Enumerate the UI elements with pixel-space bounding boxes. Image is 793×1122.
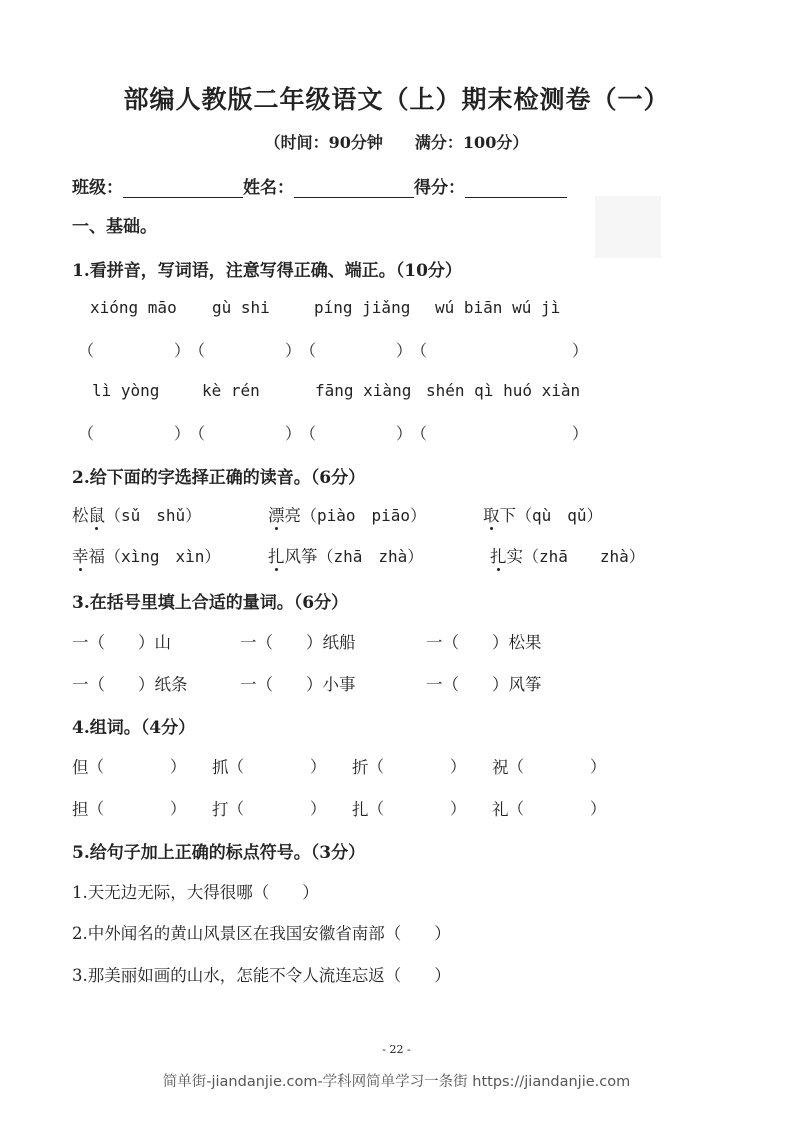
word-char: 打 — [212, 800, 229, 819]
dotted-char: 漂 — [268, 506, 285, 525]
answer-paren-open: （ — [228, 757, 245, 776]
section-one-heading: 一、基础。 — [72, 217, 157, 237]
answer-paren-close: ） — [572, 341, 589, 360]
q4-heading: 4.组词。（4分） — [72, 718, 196, 738]
answer-paren-close: ） — [285, 424, 302, 443]
answer-paren-close: ） — [174, 341, 191, 360]
answer-paren-open: （ — [88, 799, 105, 818]
word-char: 祝 — [492, 758, 509, 777]
answer-paren-close: ） — [310, 799, 327, 818]
punctuation-sentence[interactable]: 1.天无边无际，大得很哪（ ） — [72, 883, 319, 902]
pronunciation-item: 扎风筝（zhā zhà） — [268, 547, 424, 566]
answer-paren-close: ） — [572, 424, 589, 443]
page-title: 部编人教版二年级语文（上）期末检测卷（一） — [123, 85, 670, 114]
answer-paren-close: ） — [285, 341, 302, 360]
q3-heading: 3.在括号里填上合适的量词。（6分） — [72, 593, 349, 613]
answer-paren-close: ） — [170, 757, 187, 776]
answer-paren-close: ） — [310, 757, 327, 776]
answer-paren-open: （ — [228, 799, 245, 818]
pronunciation-item: 幸福（xìng xìn） — [72, 547, 221, 566]
answer-paren-open: （ — [368, 757, 385, 776]
measure-word-item[interactable]: 一（ ）纸船 — [240, 633, 356, 652]
answer-paren-open: （ — [411, 424, 428, 443]
pronunciation-item: 扎实（zhā zhà） — [490, 547, 645, 566]
answer-paren-open: （ — [78, 424, 95, 443]
answer-paren-open: （ — [78, 341, 95, 360]
answer-paren-close: ） — [174, 424, 191, 443]
pinyin-6: kè rén — [202, 381, 260, 400]
answer-paren-open: （ — [189, 341, 206, 360]
q5-heading: 5.给句子加上正确的标点符号。（3分） — [72, 843, 366, 863]
answer-paren-close: ） — [396, 341, 413, 360]
answer-paren-open: （ — [300, 424, 317, 443]
class-blank[interactable] — [123, 179, 243, 198]
answer-paren-close: ） — [396, 424, 413, 443]
pronunciation-item: 漂亮（piào piāo） — [268, 506, 427, 525]
footer-watermark: 简单街-jiandanjie.com-学科网简单学习一条街 https://jiandanjie.com — [162, 1074, 631, 1090]
pinyin-8: shén qì huó xiàn — [426, 381, 581, 400]
answer-paren-open: （ — [508, 757, 525, 776]
pinyin-1: xióng māo — [90, 298, 177, 317]
pronunciation-options[interactable]: （qù qǔ） — [516, 506, 603, 525]
answer-paren-open: （ — [508, 799, 525, 818]
dotted-char: 幸 — [72, 547, 89, 566]
word-char: 但 — [72, 758, 89, 777]
pronunciation-item: 松鼠（sǔ shǔ） — [72, 506, 202, 525]
pronunciation-options[interactable]: （zhā zhà） — [523, 547, 645, 566]
pronunciation-options[interactable]: （piào piāo） — [301, 506, 427, 525]
word-char: 抓 — [212, 758, 229, 777]
name-label: 姓名： — [243, 178, 294, 198]
answer-paren-close: ） — [450, 799, 467, 818]
measure-word-item[interactable]: 一（ ）风筝 — [426, 675, 542, 694]
pinyin-2: gù shi — [212, 298, 270, 317]
pronunciation-options[interactable]: （zhā zhà） — [317, 547, 424, 566]
page-number: - 22 - — [382, 1043, 411, 1056]
punctuation-sentence[interactable]: 3.那美丽如画的山水，怎能不令人流连忘返（ ） — [72, 966, 451, 985]
answer-paren-close: ） — [450, 757, 467, 776]
dotted-char: 取 — [483, 506, 500, 525]
answer-paren-close: ） — [590, 757, 607, 776]
answer-paren-close: ） — [170, 799, 187, 818]
pinyin-4: wú biān wú jì — [435, 298, 561, 317]
dotted-char: 扎 — [490, 547, 507, 566]
name-blank[interactable] — [294, 179, 414, 198]
measure-word-item[interactable]: 一（ ）小事 — [240, 675, 356, 694]
q1-heading: 1.看拼音，写词语，注意写得正确、端正。（10分） — [72, 261, 462, 281]
word-char: 礼 — [492, 800, 509, 819]
q2-heading: 2.给下面的字选择正确的读音。（6分） — [72, 468, 366, 488]
word-char: 折 — [352, 758, 369, 777]
answer-paren-open: （ — [411, 341, 428, 360]
score-label: 得分： — [414, 178, 465, 198]
word-char: 担 — [72, 800, 89, 819]
pronunciation-options[interactable]: （sǔ shǔ） — [105, 506, 202, 525]
answer-paren-open: （ — [300, 341, 317, 360]
word-char: 扎 — [352, 800, 369, 819]
answer-paren-open: （ — [368, 799, 385, 818]
dotted-char: 扎 — [268, 547, 285, 566]
measure-word-item[interactable]: 一（ ）山 — [72, 633, 171, 652]
dotted-char: 鼠 — [88, 506, 105, 525]
measure-word-item[interactable]: 一（ ）纸条 — [72, 675, 188, 694]
student-info-row — [72, 173, 567, 198]
answer-paren-open: （ — [189, 424, 206, 443]
answer-paren-open: （ — [88, 757, 105, 776]
pinyin-7: fāng xiàng — [315, 381, 412, 400]
class-label: 班级： — [72, 178, 123, 198]
answer-paren-close: ） — [590, 799, 607, 818]
exam-subtitle: （时间：90分钟 满分：100分） — [264, 133, 529, 152]
score-blank[interactable] — [465, 179, 567, 198]
pronunciation-item: 取下（qù qǔ） — [483, 506, 603, 525]
measure-word-item[interactable]: 一（ ）松果 — [426, 633, 542, 652]
pinyin-5: lì yòng — [92, 381, 160, 400]
scan-shade — [595, 196, 661, 258]
punctuation-sentence[interactable]: 2.中外闻名的黄山风景区在我国安徽省南部（ ） — [72, 924, 451, 943]
pronunciation-options[interactable]: （xìng xìn） — [105, 547, 221, 566]
pinyin-3: píng jiǎng — [314, 298, 411, 317]
